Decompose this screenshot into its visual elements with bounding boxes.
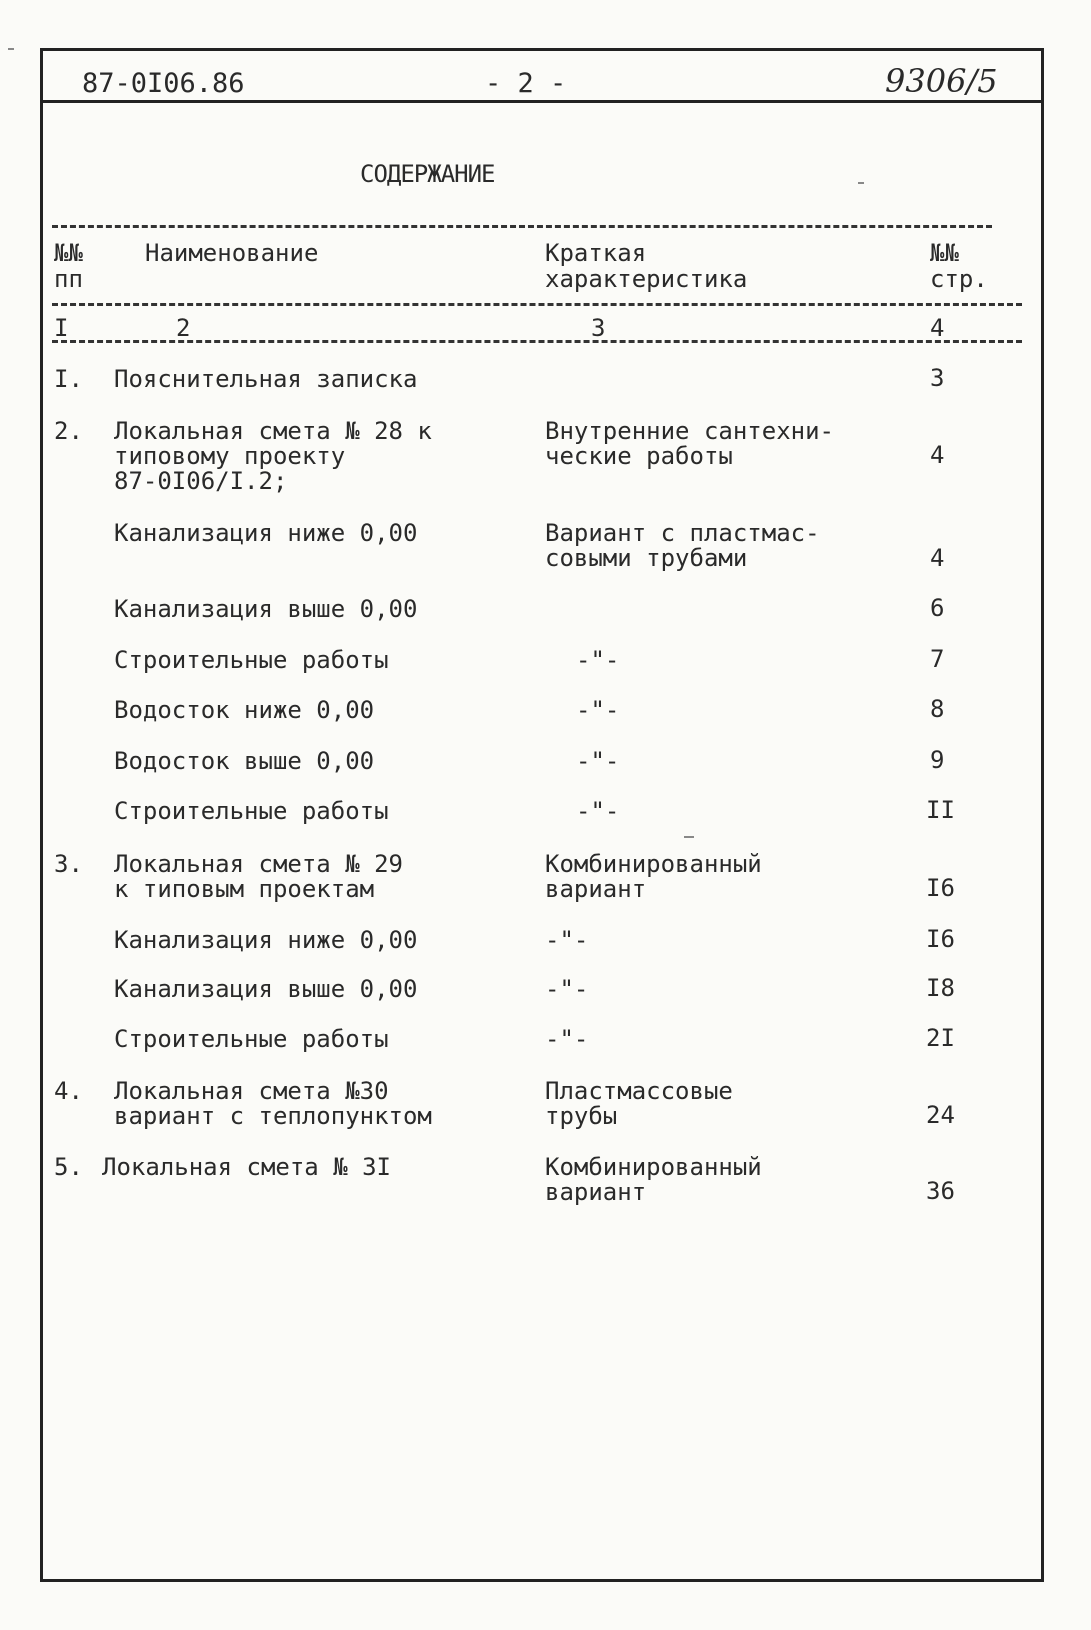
row-page: 36: [926, 1177, 955, 1205]
row-page: 4: [930, 544, 945, 572]
col-number-2: 2: [176, 314, 191, 342]
row-name: Канализация ниже 0,00: [114, 519, 418, 547]
row-desc: Пластмассовые трубы: [545, 1077, 733, 1130]
row-name: Канализация выше 0,00: [114, 595, 418, 623]
row-desc: Внутренние сантехни- ческие работы: [545, 417, 834, 470]
row-page: 3: [930, 364, 945, 392]
document-code: 87-0I06.86: [82, 68, 245, 99]
row-name: Строительные работы: [114, 646, 389, 674]
row-desc: -"-: [545, 1025, 589, 1053]
row-page: 4: [930, 441, 945, 469]
row-desc: -"-: [576, 646, 620, 674]
row-desc: Вариант с пластмас- совыми трубами: [545, 519, 820, 572]
page-number: - 2 -: [485, 68, 567, 99]
row-num: 3.: [54, 850, 83, 878]
row-name: Канализация ниже 0,00: [114, 926, 418, 954]
table-top-rule: [52, 225, 992, 228]
scan-speck: [858, 182, 864, 184]
col-header-name: Наименование: [145, 239, 319, 267]
col-number-1: I: [54, 314, 69, 342]
scan-speck: [684, 836, 694, 838]
col-header-num: №№ пп: [54, 239, 83, 293]
header-bottom-rule: [52, 303, 1022, 306]
col-header-page: №№ стр.: [930, 239, 988, 293]
row-page: I8: [926, 974, 955, 1002]
row-num: 5.: [54, 1153, 83, 1181]
row-page: 9: [930, 746, 945, 774]
row-page: 24: [926, 1101, 955, 1129]
sheet-number: 9306/5: [885, 62, 998, 100]
row-page: I6: [926, 874, 955, 902]
col-number-4: 4: [930, 314, 945, 342]
row-name: Локальная смета №30 вариант с теплопунктом: [114, 1077, 432, 1130]
column-numbers-rule: [52, 340, 1022, 343]
row-name: Локальная смета № 3I: [102, 1153, 391, 1181]
row-name: Пояснительная записка: [114, 365, 418, 393]
row-name: Канализация выше 0,00: [114, 975, 418, 1003]
row-desc: -"-: [576, 696, 620, 724]
row-name: Водосток выше 0,00: [114, 747, 375, 775]
row-page: 2I: [926, 1024, 955, 1052]
scan-speck: [8, 48, 14, 50]
row-desc: -"-: [576, 747, 620, 775]
row-name: Локальная смета № 29 к типовым проектам: [114, 850, 403, 903]
row-num: I.: [54, 365, 83, 393]
row-desc: -"-: [576, 797, 620, 825]
row-num: 4.: [54, 1077, 83, 1105]
header-rule: [40, 100, 1044, 103]
col-number-3: 3: [591, 314, 606, 342]
row-name: Строительные работы: [114, 797, 389, 825]
row-page: 8: [930, 695, 945, 723]
row-desc: Комбинированный вариант: [545, 850, 762, 903]
row-name: Строительные работы: [114, 1025, 389, 1053]
row-num: 2.: [54, 417, 83, 445]
row-desc: -"-: [545, 926, 589, 954]
row-page: II: [926, 796, 955, 824]
col-header-desc: Краткая характеристика: [545, 239, 748, 293]
row-name: Локальная смета № 28 к типовому проекту 87-0I06/I.2;: [114, 417, 432, 495]
row-desc: -"-: [545, 975, 589, 1003]
row-desc: Комбинированный вариант: [545, 1153, 762, 1206]
page-title: СОДЕРЖАНИЕ: [360, 160, 495, 188]
row-page: 7: [930, 645, 945, 673]
row-name: Водосток ниже 0,00: [114, 696, 375, 724]
row-page: I6: [926, 925, 955, 953]
row-page: 6: [930, 594, 945, 622]
